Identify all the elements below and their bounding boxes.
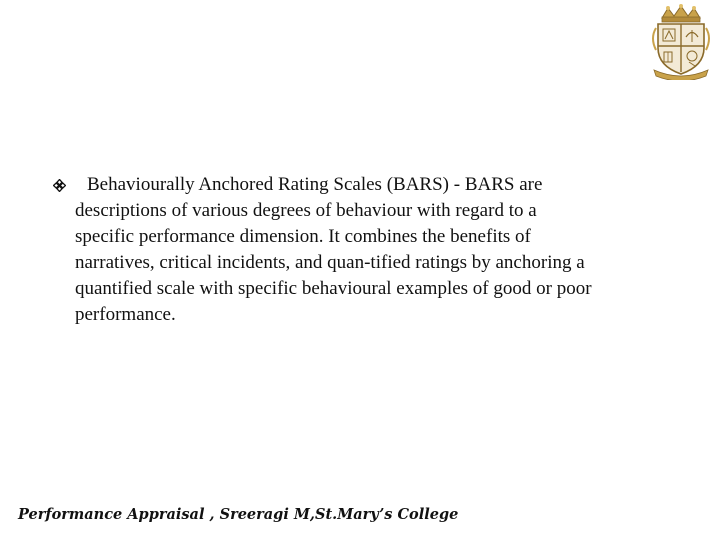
footer-text: Performance Appraisal , Sreeragi M,St.Mary’s College — [18, 506, 459, 523]
bullet-line: narratives, critical incidents, and quan-tified ratings by anchoring a — [75, 252, 585, 273]
bullet-line: quantified scale with specific behavioural examples of good or poor — [75, 278, 592, 299]
diamond-bullet-icon — [53, 179, 66, 192]
bullet-item — [53, 172, 683, 328]
college-crest-icon — [648, 4, 714, 80]
bullet-line: descriptions of various degrees of behaviour with regard to a — [75, 200, 537, 221]
bullet-line: performance. — [75, 304, 176, 325]
slide-content — [53, 172, 683, 328]
bullet-line: specific performance dimension. It combines the benefits of — [75, 226, 531, 247]
bullet-text — [75, 172, 683, 328]
bullet-line: Behaviourally Anchored Rating Scales (BARS) - BARS are — [87, 174, 543, 195]
